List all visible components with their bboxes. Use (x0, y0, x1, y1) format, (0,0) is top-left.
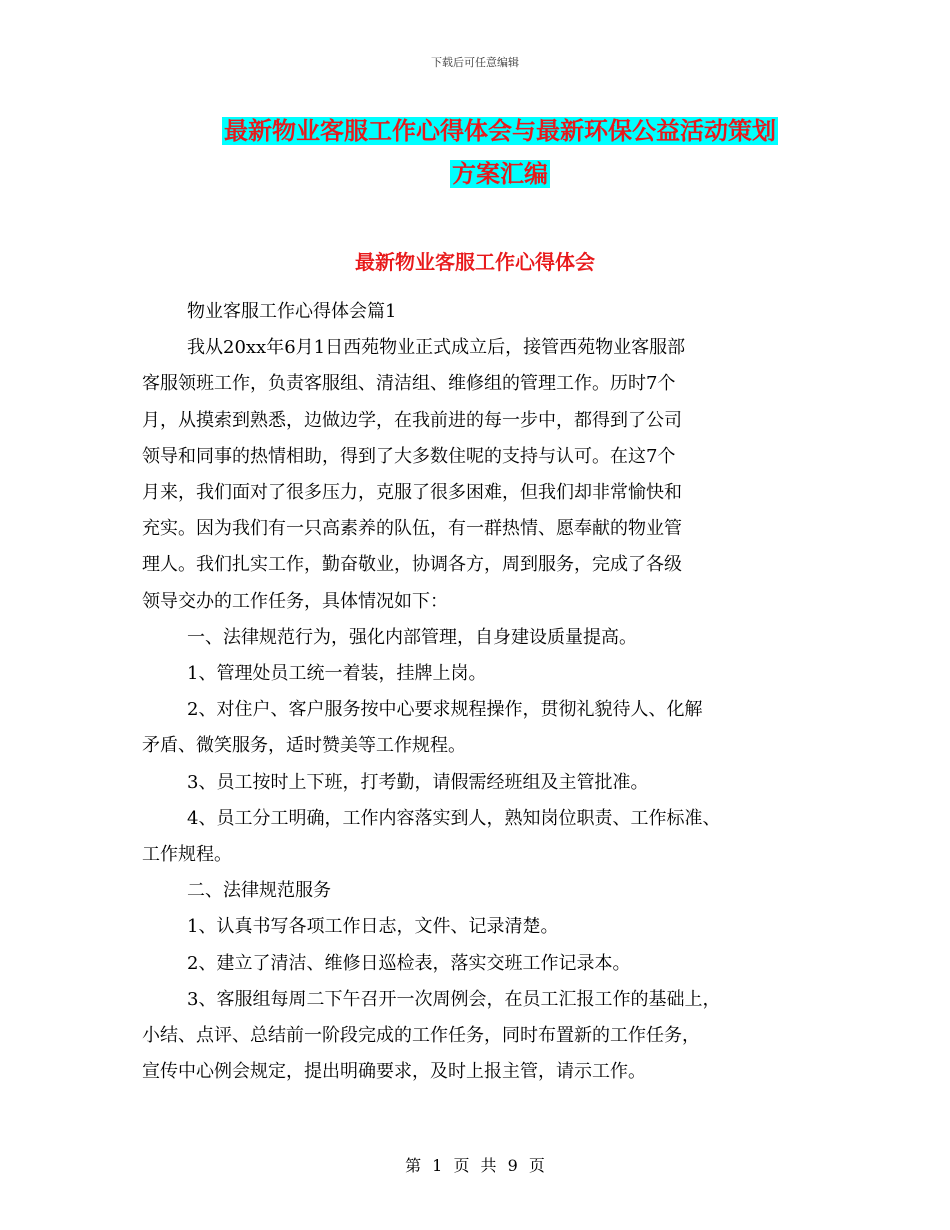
paragraph-line: 2、对住户、客户服务按中心要求规程操作，贯彻礼貌待人、化解 (187, 699, 703, 721)
paragraph-line: 二、法律规范服务 (187, 880, 331, 902)
paragraph-line: 4、员工分工明确，工作内容落实到人，熟知岗位职责、工作标准、 (187, 807, 721, 829)
paragraph-line: 2、建立了清洁、维修日巡检表，落实交班工作记录本。 (187, 952, 631, 974)
paragraph-line: 1、认真书写各项工作日志，文件、记录清楚。 (187, 916, 559, 938)
paragraph-line: 领导交办的工作任务，具体情况如下： (142, 590, 448, 612)
paragraph-line: 月，从摸索到熟悉，边做边学，在我前进的每一步中，都得到了公司 (142, 409, 682, 431)
section-title: 最新物业客服工作心得体会 (355, 250, 595, 274)
paragraph-line: 宣传中心例会规定，提出明确要求，及时上报主管，请示工作。 (142, 1061, 646, 1083)
paragraph-line: 月来，我们面对了很多压力，克服了很多困难，但我们却非常愉快和 (142, 482, 682, 504)
document-body (142, 294, 832, 1090)
paragraph-line: 客服领班工作，负责客服组、清洁组、维修组的管理工作。历时7个 (142, 373, 676, 395)
paragraph-line: 物业客服工作心得体会篇1 (187, 301, 397, 322)
title-line-2: 方案汇编 (452, 160, 548, 188)
paragraph-line: 一、法律规范行为，强化内部管理，自身建设质量提高。 (187, 626, 637, 648)
paragraph-line: 1、管理处员工统一着装，挂牌上岗。 (187, 663, 487, 685)
paragraph-line: 3、客服组每周二下午召开一次周例会，在员工汇报工作的基础上， (187, 988, 721, 1010)
paragraph-line: 我从20xx年6月1日西苑物业正式成立后，接管西苑物业客服部 (187, 337, 686, 359)
paragraph-line: 小结、点评、总结前一阶段完成的工作任务，同时布置新的工作任务， (142, 1025, 700, 1047)
paragraph-line: 充实。因为我们有一只高素养的队伍，有一群热情、愿奉献的物业管 (142, 518, 682, 540)
title-line-1: 最新物业客服工作心得体会与最新环保公益活动策划 (224, 117, 776, 145)
header-note: 下载后可任意编辑 (431, 56, 519, 69)
paragraph-line: 理人。我们扎实工作，勤奋敬业，协调各方，周到服务，完成了各级 (142, 554, 682, 576)
page-footer: 第 1 页 共 9 页 (405, 1156, 545, 1175)
paragraph-line: 工作规程。 (142, 844, 232, 866)
paragraph-line: 矛盾、微笑服务，适时赞美等工作规程。 (142, 735, 466, 757)
paragraph-line: 3、员工按时上下班，打考勤，请假需经班组及主管批准。 (187, 771, 649, 793)
paragraph-line: 领导和同事的热情相助，得到了大多数住呢的支持与认可。在这7个 (142, 445, 676, 467)
